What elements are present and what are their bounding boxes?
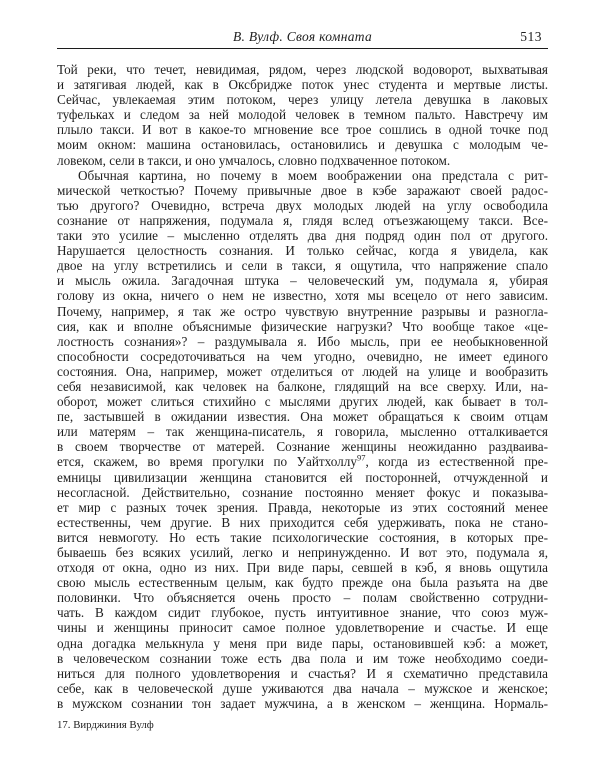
- text-line: ниться для полного удовлетворения и счастья? И я схематично представила: [57, 665, 548, 681]
- text-line: оборот, может слиться стихийно с мыслями других людей, как бывает в тол-: [57, 394, 548, 410]
- text-line: лостность сознания»? – раздумывала я. Ибо мысль, при ее необыкновенной: [57, 333, 548, 349]
- page-content: [57, 30, 548, 731]
- text-line: свою мысль естественным целым, как будто прежде она была разъята на две: [57, 575, 548, 591]
- text-line: чать. В каждом сидит глубокое, пусть интуитивное знание, что союз муж-: [57, 605, 548, 621]
- printer-signature: 17. Вирджиния Вулф: [57, 719, 154, 732]
- text-line: мической четкостью? Почему привычные двое в кэбе заражают своей радос-: [57, 182, 548, 198]
- footnote-reference: 97: [356, 454, 366, 464]
- text-line: способности сосредоточиваться на чем угодно, очевидно, не имеет единого: [57, 348, 548, 364]
- text-line: ет мир с разных точек зрения. Правда, некоторые из этих состояний менее: [57, 499, 548, 515]
- text-line: таки это усилие – мысленно отделять два дня подряд один пол от другого.: [57, 228, 548, 244]
- text-line: и мысль ожила. Загадочная штука – человеческий ум, подумала я, убирая: [57, 273, 548, 289]
- text-line: Той реки, что течет, невидимая, рядом, через людской водоворот, выхватывая: [57, 62, 548, 77]
- text-line: себя независимой, как человек на балконе, глядящий на все сверху. Или, на-: [57, 378, 548, 394]
- text-line: тью другого? Очевидно, встреча двух молодых людей на углу освободила: [57, 197, 548, 213]
- text-line: Сейчас, увлекаемая этим потоком, через улицу летела девушка в лаковых: [57, 92, 548, 108]
- text-line: бываешь без всяких усилий, легко и непринужденно. И вот это, подумала я,: [57, 545, 548, 560]
- text-line: сия, как и вполне объяснимые физические нагрузки? Что вообще такое «це-: [57, 318, 548, 334]
- running-title: В. Вулф. Своя комната: [232, 29, 373, 44]
- text-line: чины и женщины приносит самое полное удовлетворение и счастье. И еще: [57, 620, 548, 636]
- text-line: двое на углу встретились и сели в такси, я ощутила, что напряжение спало: [57, 258, 548, 274]
- text-line: ловеком, сели в такси, и оно умчалось, словно подхваченное потоком.: [57, 152, 451, 168]
- text-line: в человеческом сознании тоже есть два пола и им тоже необходимо соеди-: [57, 650, 548, 666]
- text-line: одна догадка мелькнула у меня при виде пары, остановившей кэб: а может,: [57, 635, 548, 651]
- text-line: Нарушается целостность сознания. И только сейчас, когда я увидела, как: [57, 243, 548, 259]
- text-line: вится невмоготу. Но есть такие психологические состояния, в которых пре-: [57, 529, 548, 545]
- text-line: естественны, чем другие. В них приходится себя удерживать, пока не стано-: [57, 514, 548, 530]
- text-line: Обычная картина, но почему в моем воображении она предстала с рит-: [78, 167, 548, 183]
- text-line: или матерям – так женщина-писатель, я говорила, мысленно отталкивается: [57, 424, 548, 440]
- page-body: [57, 62, 548, 711]
- text-line: Почему, например, я так же остро чувствую внутренние разрывы и разногла-: [57, 303, 548, 319]
- text-line: несогласной. Действительно, сознание постоянно меняет фокус и показыва-: [57, 484, 548, 500]
- text-line: моим окном: машина остановилась, остановились и девушка с молодым че-: [57, 137, 548, 153]
- text-line: емницы цивилизации женщина становится ей посторонней, отчужденной и: [57, 469, 548, 485]
- text-line: отходя от окна, одно из них. При виде пары, севшей в кэб, я вновь ощутила: [57, 560, 548, 576]
- text-line: туфельках и следом за ней молодой человек в темном пальто. Навстречу им: [57, 107, 548, 123]
- header-rule: [57, 48, 548, 49]
- text-line: половинки. Что объясняется очень просто – полам свойственно сотрудни-: [57, 590, 548, 606]
- text-line: и затягивая людей, как в Оксбридже поток унес студента и мертвые листы.: [57, 77, 548, 93]
- text-line: ется, скажем, во время прогулки по Уайтхоллу$^{97}$, когда из естественной пре-: [57, 454, 548, 470]
- page-number: 513: [520, 29, 542, 44]
- text-line: состояния. Она, например, может отделиться от людей на улице и вообразить: [57, 363, 548, 379]
- text-line: голову из окна, ничего о нем не известно, хотя мы всецело от него зависим.: [57, 288, 548, 304]
- text-line: плыло такси. И вот в какое-то мгновение все трое сошлись в одной точке под: [57, 122, 548, 138]
- page-header: [57, 30, 548, 45]
- text-line: себе, как в человеческой душе уживаются два начала – мужское и женское;: [57, 680, 548, 696]
- text-line: в мужском сознании тон задает мужчина, а в женском – женщина. Нормаль-: [57, 695, 548, 711]
- text-line: сознание от напряжения, подумала я, глядя вслед отъезжающему такси. Все-: [57, 212, 548, 228]
- text-line: в своем творчестве от матерей. Сознание женщины неожиданно раздваива-: [57, 439, 548, 455]
- text-line: пе, застывшей в ожидании известия. Она может обращаться к своим отцам: [57, 409, 548, 425]
